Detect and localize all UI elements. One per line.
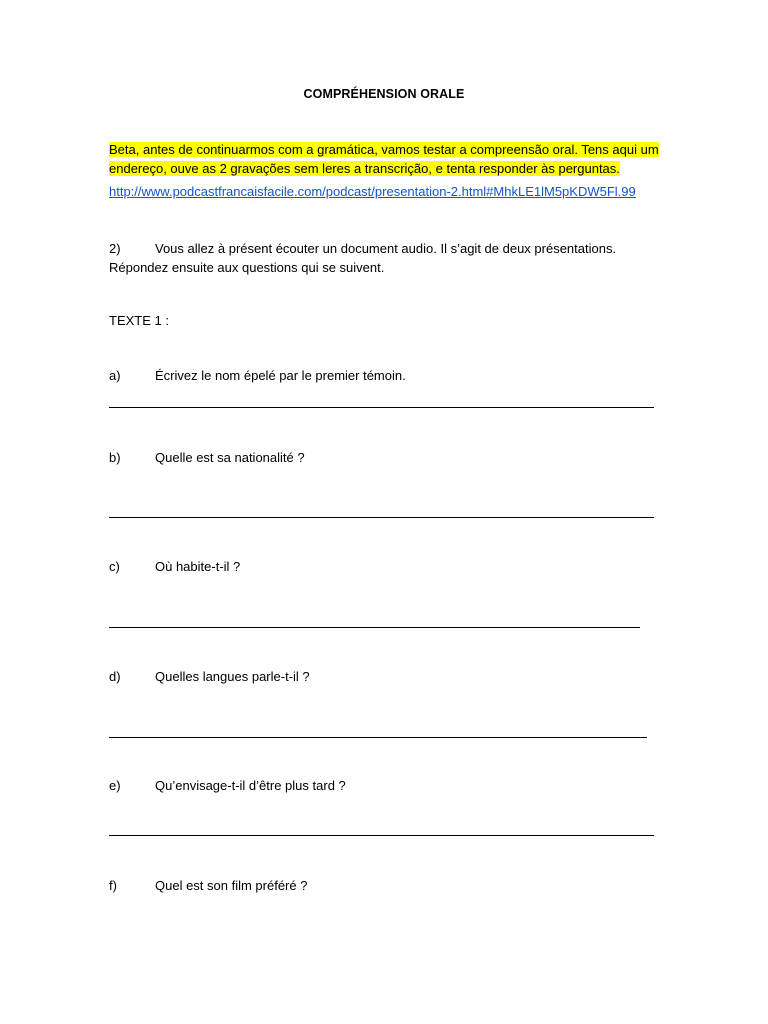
question-e [109, 778, 346, 793]
section-label: TEXTE 1 : [109, 313, 169, 328]
exercise-line-1 [109, 239, 661, 258]
question-f [109, 878, 307, 893]
question-text: Quelle est sa nationalité ? [155, 450, 305, 465]
exercise-instructions [109, 239, 661, 277]
answer-line-c[interactable] [109, 627, 640, 628]
question-letter: d) [109, 669, 121, 684]
question-letter: e) [109, 778, 121, 793]
question-letter: b) [109, 450, 121, 465]
question-b [109, 450, 305, 465]
exercise-text-1: Vous allez à présent écouter un document audio. Il s’agit de deux présentations. [155, 241, 617, 256]
question-text: Quel est son film préféré ? [155, 878, 308, 893]
answer-line-a[interactable] [109, 407, 654, 408]
answer-line-d[interactable] [109, 737, 647, 738]
podcast-link[interactable]: http://www.podcastfrancaisfacile.com/podcast/presentation-2.html#MhkLE1lM5pKDW5Fl.99 [109, 184, 636, 199]
question-letter: f) [109, 878, 117, 893]
question-text: Où habite-t-il ? [155, 559, 241, 574]
answer-line-b[interactable] [109, 517, 654, 518]
exercise-number: 2) [109, 241, 121, 256]
exercise-line-2: Répondez ensuite aux questions qui se suivent. [109, 260, 385, 275]
question-letter: c) [109, 559, 120, 574]
question-d [109, 669, 310, 684]
question-a [109, 368, 406, 383]
question-c [109, 559, 240, 574]
intro-paragraph [109, 140, 661, 178]
question-letter: a) [109, 368, 121, 383]
answer-line-e[interactable] [109, 835, 654, 836]
question-text: Quelles langues parle-t-il ? [155, 669, 310, 684]
highlighted-intro-text: Beta, antes de continuarmos com a gramática, vamos testar a compreensão oral. Tens aqui um endereço, ouve as 2 gravações sem leres a transcrição, e tenta responder às perguntas. [109, 142, 659, 176]
question-text: Qu’envisage-t-il d’être plus tard ? [155, 778, 346, 793]
document-title: COMPRÉHENSION ORALE [303, 87, 465, 101]
question-text: Écrivez le nom épelé par le premier témoin. [155, 368, 406, 383]
